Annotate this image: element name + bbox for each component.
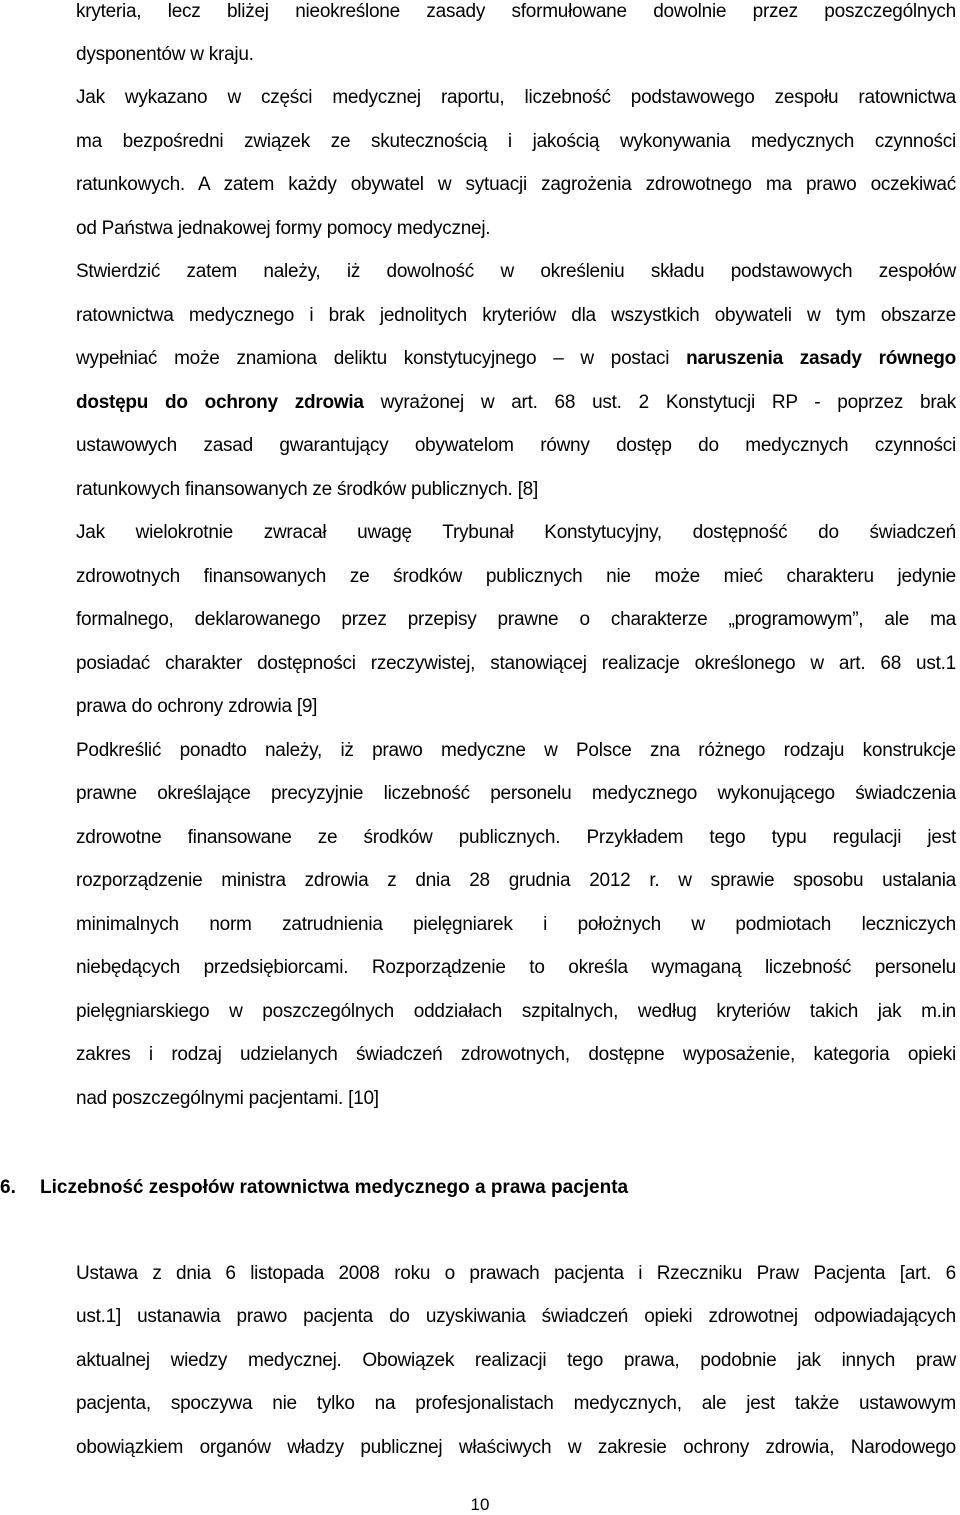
text-line: Podkreślić ponadto należy, iż prawo medyczne w Polsce zna różnego rodzaju konstrukcje — [76, 740, 956, 761]
text-line: zdrowotne finansowane ze środków publicznych. Przykładem tego typu regulacji jest — [76, 827, 956, 848]
text-run: wyrażonej w art. 68 ust. 2 Konstytucji RP - poprzez brak — [363, 392, 956, 413]
text-line: ma bezpośredni związek ze skutecznością i jakością wykonywania medycznych czynności — [76, 131, 956, 152]
text-line: rozporządzenie ministra zdrowia z dnia 28 grudnia 2012 r. w sprawie sposobu ustalania — [76, 870, 956, 891]
text-line: dysponentów w kraju. — [76, 44, 254, 65]
text-line: prawne określające precyzyjnie liczebność personelu medycznego wykonującego świadczenia — [76, 783, 956, 804]
text-run: wypełniać może znamiona deliktu konstytucyjnego – w postaci — [76, 348, 687, 369]
text-line: ratownictwa medycznego i brak jednolitych kryteriów dla wszystkich obywateli w tym obszarze — [76, 305, 956, 326]
text-line: od Państwa jednakowej formy pomocy medycznej. — [76, 218, 491, 239]
page-number: 10 — [470, 1495, 490, 1514]
text-line: ustawowych zasad gwarantujący obywatelom równy dostęp do medycznych czynności — [76, 435, 956, 456]
text-line — [76, 391, 956, 415]
section-title: Liczebność zespołów ratownictwa medycznego a prawa pacjenta — [40, 1177, 629, 1198]
text-line: niebędących przedsiębiorcami. Rozporządzenie to określa wymaganą liczebność personelu — [76, 957, 956, 978]
emphasis-text: naruszenia zasady równego — [686, 348, 956, 369]
text-line: Jak wykazano w części medycznej raportu, liczebność podstawowego zespołu ratownictwa — [76, 87, 956, 108]
text-line: pacjenta, spoczywa nie tylko na profesjonalistach medycznych, ale jest także ustawowym — [76, 1393, 956, 1414]
text-line: obowiązkiem organów władzy publicznej właściwych w zakresie ochrony zdrowia, Narodowego — [76, 1437, 956, 1458]
text-line: ust.1] ustanawia prawo pacjenta do uzyskiwania świadczeń opieki zdrowotnej odpowiadających — [76, 1306, 956, 1327]
text-line: Stwierdzić zatem należy, iż dowolność w określeniu składu podstawowych zespołów — [76, 261, 956, 282]
text-line: Jak wielokrotnie zwracał uwagę Trybunał Konstytucyjny, dostępność do świadczeń — [76, 522, 956, 543]
section-number: 6. — [0, 1177, 16, 1198]
text-line: minimalnych norm zatrudnienia pielęgniarek i położnych w podmiotach leczniczych — [76, 914, 956, 935]
text-line — [76, 347, 956, 371]
emphasis-text: dostępu do ochrony zdrowia — [76, 392, 364, 413]
text-line: nad poszczególnymi pacjentami. [10] — [76, 1088, 379, 1109]
text-line: aktualnej wiedzy medycznej. Obowiązek realizacji tego prawa, podobnie jak innych praw — [76, 1350, 956, 1371]
text-line: prawa do ochrony zdrowia [9] — [76, 696, 318, 717]
text-line: formalnego, deklarowanego przez przepisy prawne o charakterze „programowym”, ale ma — [76, 609, 956, 630]
text-line: Ustawa z dnia 6 listopada 2008 roku o prawach pacjenta i Rzeczniku Praw Pacjenta [art. 6 — [76, 1263, 956, 1284]
text-line: ratunkowych. A zatem każdy obywatel w sytuacji zagrożenia zdrowotnego ma prawo oczekiwać — [76, 174, 956, 195]
text-line: zdrowotnych finansowanych ze środków publicznych nie może mieć charakteru jedynie — [76, 566, 956, 587]
text-line: zakres i rodzaj udzielanych świadczeń zdrowotnych, dostępne wyposażenie, kategoria opieki — [76, 1044, 956, 1065]
section-heading — [0, 1176, 628, 1200]
text-line: ratunkowych finansowanych ze środków publicznych. [8] — [76, 479, 538, 500]
text-line: posiadać charakter dostępności rzeczywistej, stanowiącej realizacje określonego w art. 68 ust.1 — [76, 653, 956, 674]
text-line: kryteria, lecz bliżej nieokreślone zasady sformułowane dowolnie przez poszczególnych — [76, 1, 956, 22]
text-line: pielęgniarskiego w poszczególnych oddziałach szpitalnych, według kryteriów takich jak m.in — [76, 1001, 956, 1022]
